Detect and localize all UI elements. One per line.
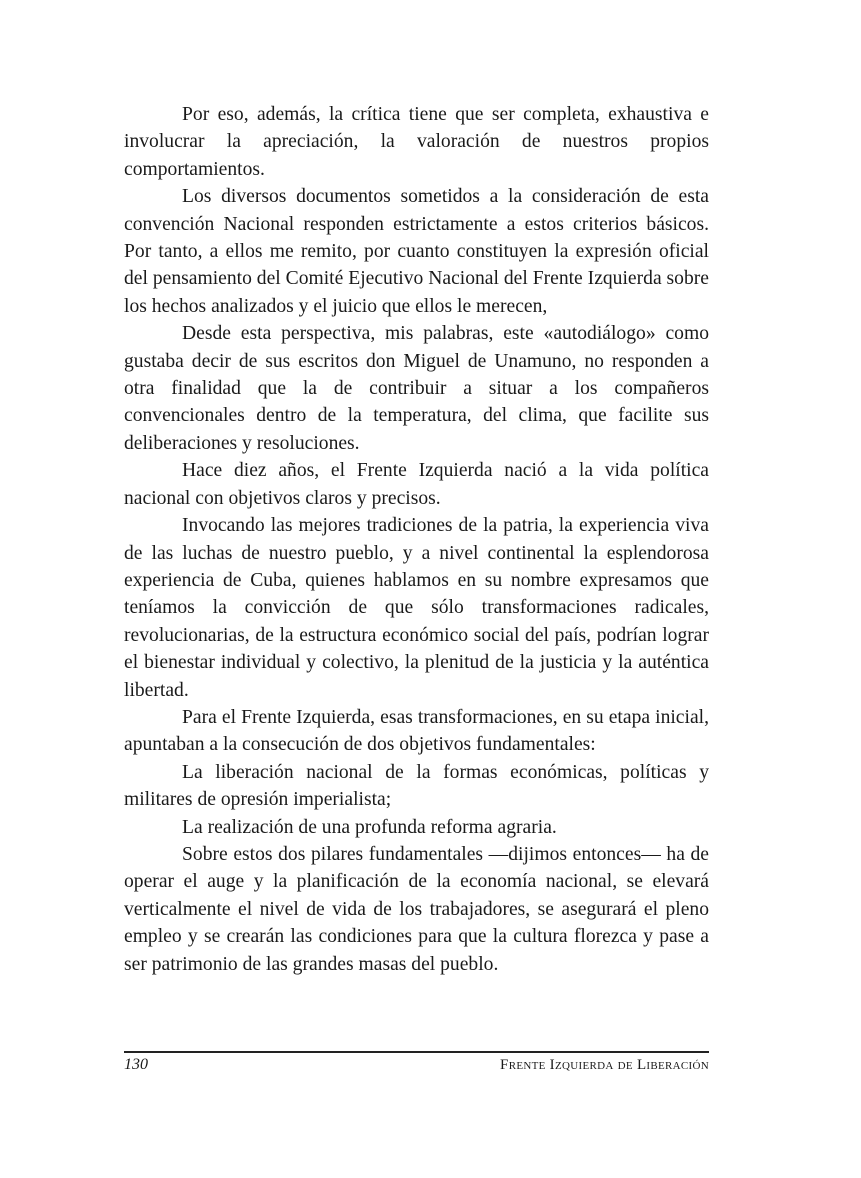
paragraph-4: Hace diez años, el Frente Izquierda nació a la vida política nacional con objetivos claros y precisos.: [124, 460, 709, 509]
paragraph-6: Para el Frente Izquierda, esas transformaciones, en su etapa inicial, apuntaban a la consecución de dos objetivos fundamentales:: [124, 706, 709, 756]
paragraph-2: Los diversos documentos sometidos a la consideración de esta convención Nacional responden estrictamente a estos criterios básicos. Por tanto, a ellos me remito, por cuanto constituyen la expresión oficial del pensamiento del Comité Ejecutivo Nacional del Frente Izquierda sobre los hechos analizados y el juicio que ellos le merecen,: [124, 186, 709, 317]
paragraph-7: La liberación nacional de la formas económicas, políticas y militares de opresión imperialista;: [124, 761, 709, 811]
paragraph-3: Desde esta perspectiva, mis palabras, este «autodiálogo» como gustaba decir de sus escritos don Miguel de Unamuno, no responden a otra finalidad que la de contribuir a situar a los compañeros convencionales dentro de la temperatura, del clima, que facilite sus deliberaciones y resoluciones.: [124, 323, 709, 454]
paragraph-5: Invocando las mejores tradiciones de la patria, la experiencia viva de las luchas de nuestro pueblo, y a nivel continental la esplendorosa experiencia de Cuba, quienes hablamos en su nombre expresamos que teníamos la convicción de que sólo transformaciones radicales, revolucionarias, de la estructura económico social del país, podrían lograr el bienestar individual y colectivo, la plenitud de la justicia y la auténtica libertad.: [124, 515, 709, 701]
page-number: 130: [124, 1056, 148, 1073]
paragraph-9: Sobre estos dos pilares fundamentales —dijimos entonces— ha de operar el auge y la planificación de la economía nacional, se elevará verticalmente el nivel de vida de los trabajadores, se asegurará el pleno empleo y se crearán las condiciones para que la cultura florezca y pase a ser patrimonio de las grandes masas del pueblo.: [124, 843, 709, 975]
paragraph-1: Por eso, además, la crítica tiene que ser completa, exhaustiva e involucrar la apreciación, la valoración de nuestros propios comportamientos.: [124, 104, 709, 180]
footer-rule: [124, 1051, 709, 1053]
body-text: [124, 101, 709, 978]
running-title: Frente Izquierda de Liberación: [500, 1057, 709, 1073]
paragraph-8: La realización de una profunda reforma agraria.: [182, 816, 557, 838]
